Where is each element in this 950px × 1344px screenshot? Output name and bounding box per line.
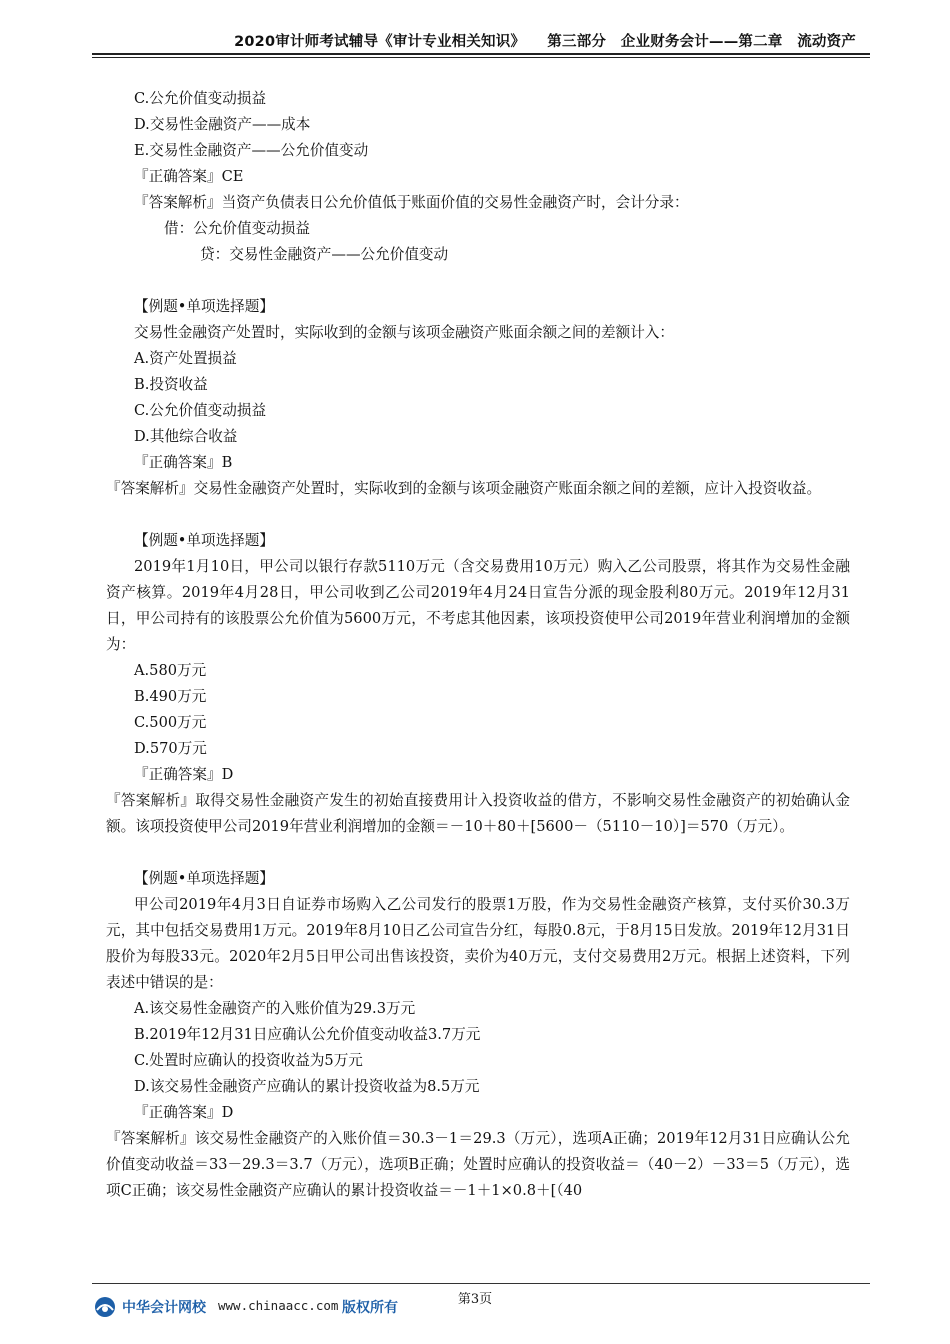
correct-answer: 『正确答案』B bbox=[134, 454, 233, 471]
answer-analysis: 『答案解析』该交易性金融资产的入账价值＝30.3－1＝29.3（万元），选项A正确；2019年12月31日应确认公允价值变动收益＝33－29.3＝3.7（万元），选项B正确；处置时应确认的投资收益＝（40－2）－33＝5（万元），选项C正确；该交易性金融资产应确认的累计投资收益＝－1＋1×0.8＋[（40 bbox=[106, 1130, 850, 1199]
option-line: A.资产处置损益 bbox=[134, 350, 237, 367]
footer-brand: 中华会计网校 bbox=[122, 1300, 206, 1316]
question-stem: 甲公司2019年4月3日自证券市场购入乙公司发行的股票1万股，作为交易性金融资产核算，支付买价30.3万元，其中包括交易费用1万元。2019年8月10日乙公司宣告分红，每股0.8元，于8月15日发放。2019年12月31日股价为每股33元。2020年2月5日甲公司出售该投资，卖价为40万元，支付交易费用2万元。根据上述资料，下列表述中错误的是： bbox=[106, 896, 850, 991]
option-line: D.其他综合收益 bbox=[134, 428, 238, 445]
option-line: C.500万元 bbox=[134, 714, 207, 731]
page-number: 第3页 bbox=[457, 1292, 493, 1307]
correct-answer: 『正确答案』D bbox=[134, 1104, 234, 1121]
option-line: D.该交易性金融资产应确认的累计投资收益为8.5万元 bbox=[134, 1078, 480, 1095]
option-line: A.该交易性金融资产的入账价值为29.3万元 bbox=[134, 1000, 416, 1017]
question-heading: 【例题•单项选择题】 bbox=[134, 298, 274, 315]
option-line: D.交易性金融资产——成本 bbox=[134, 116, 311, 133]
option-line: C.处置时应确认的投资收益为5万元 bbox=[134, 1052, 363, 1069]
answer-analysis: 『答案解析』交易性金融资产处置时，实际收到的金额与该项金融资产账面余额之间的差额，应计入投资收益。 bbox=[106, 480, 822, 497]
header-rule-thin bbox=[92, 57, 870, 58]
journal-credit: 贷：交易性金融资产——公允价值变动 bbox=[200, 246, 449, 263]
document-body bbox=[106, 86, 850, 1204]
answer-analysis: 『答案解析』当资产负债表日公允价值低于账面价值的交易性金融资产时，会计分录： bbox=[134, 194, 689, 211]
option-line: E.交易性金融资产——公允价值变动 bbox=[134, 142, 369, 159]
footer-rule bbox=[92, 1283, 870, 1284]
correct-answer: 『正确答案』CE bbox=[134, 168, 244, 185]
correct-answer: 『正确答案』D bbox=[134, 766, 234, 783]
question-stem: 2019年1月10日，甲公司以银行存款5110万元（含交易费用10万元）购入乙公司股票，将其作为交易性金融资产核算。2019年4月28日，甲公司收到乙公司2019年4月24日宣告分派的现金股利80万元。2019年12月31日，甲公司持有的该股票公允价值为5600万元，不考虑其他因素，该项投资使甲公司2019年营业利润增加的金额为： bbox=[106, 558, 850, 653]
footer-site-link[interactable]: www.chinaacc.com bbox=[218, 1298, 339, 1313]
footer-copyright: 版权所有 bbox=[342, 1300, 398, 1316]
option-line: A.580万元 bbox=[134, 662, 207, 679]
option-line: B.2019年12月31日应确认公允价值变动收益3.7万元 bbox=[134, 1026, 481, 1043]
question-heading: 【例题•单项选择题】 bbox=[134, 532, 274, 549]
question-stem: 交易性金融资产处置时，实际收到的金额与该项金融资产账面余额之间的差额计入： bbox=[134, 324, 674, 341]
option-line: D.570万元 bbox=[134, 740, 207, 757]
journal-debit: 借：公允价值变动损益 bbox=[164, 220, 310, 237]
header-rule bbox=[92, 53, 870, 55]
option-line: C.公允价值变动损益 bbox=[134, 90, 267, 107]
answer-analysis: 『答案解析』取得交易性金融资产发生的初始直接费用计入投资收益的借方，不影响交易性金融资产的初始确认金额。该项投资使甲公司2019年营业利润增加的金额＝－10＋80＋[5600－（5110－10）]＝570（万元）。 bbox=[106, 792, 850, 835]
chinaacc-logo-icon bbox=[94, 1296, 116, 1318]
option-line: B.490万元 bbox=[134, 688, 207, 705]
option-line: C.公允价值变动损益 bbox=[134, 402, 267, 419]
option-line: B.投资收益 bbox=[134, 376, 208, 393]
page-header-title: 2020审计师考试辅导《审计专业相关知识》 第三部分 企业财务会计——第二章 流动资产 bbox=[234, 34, 856, 50]
question-heading: 【例题•单项选择题】 bbox=[134, 870, 274, 887]
